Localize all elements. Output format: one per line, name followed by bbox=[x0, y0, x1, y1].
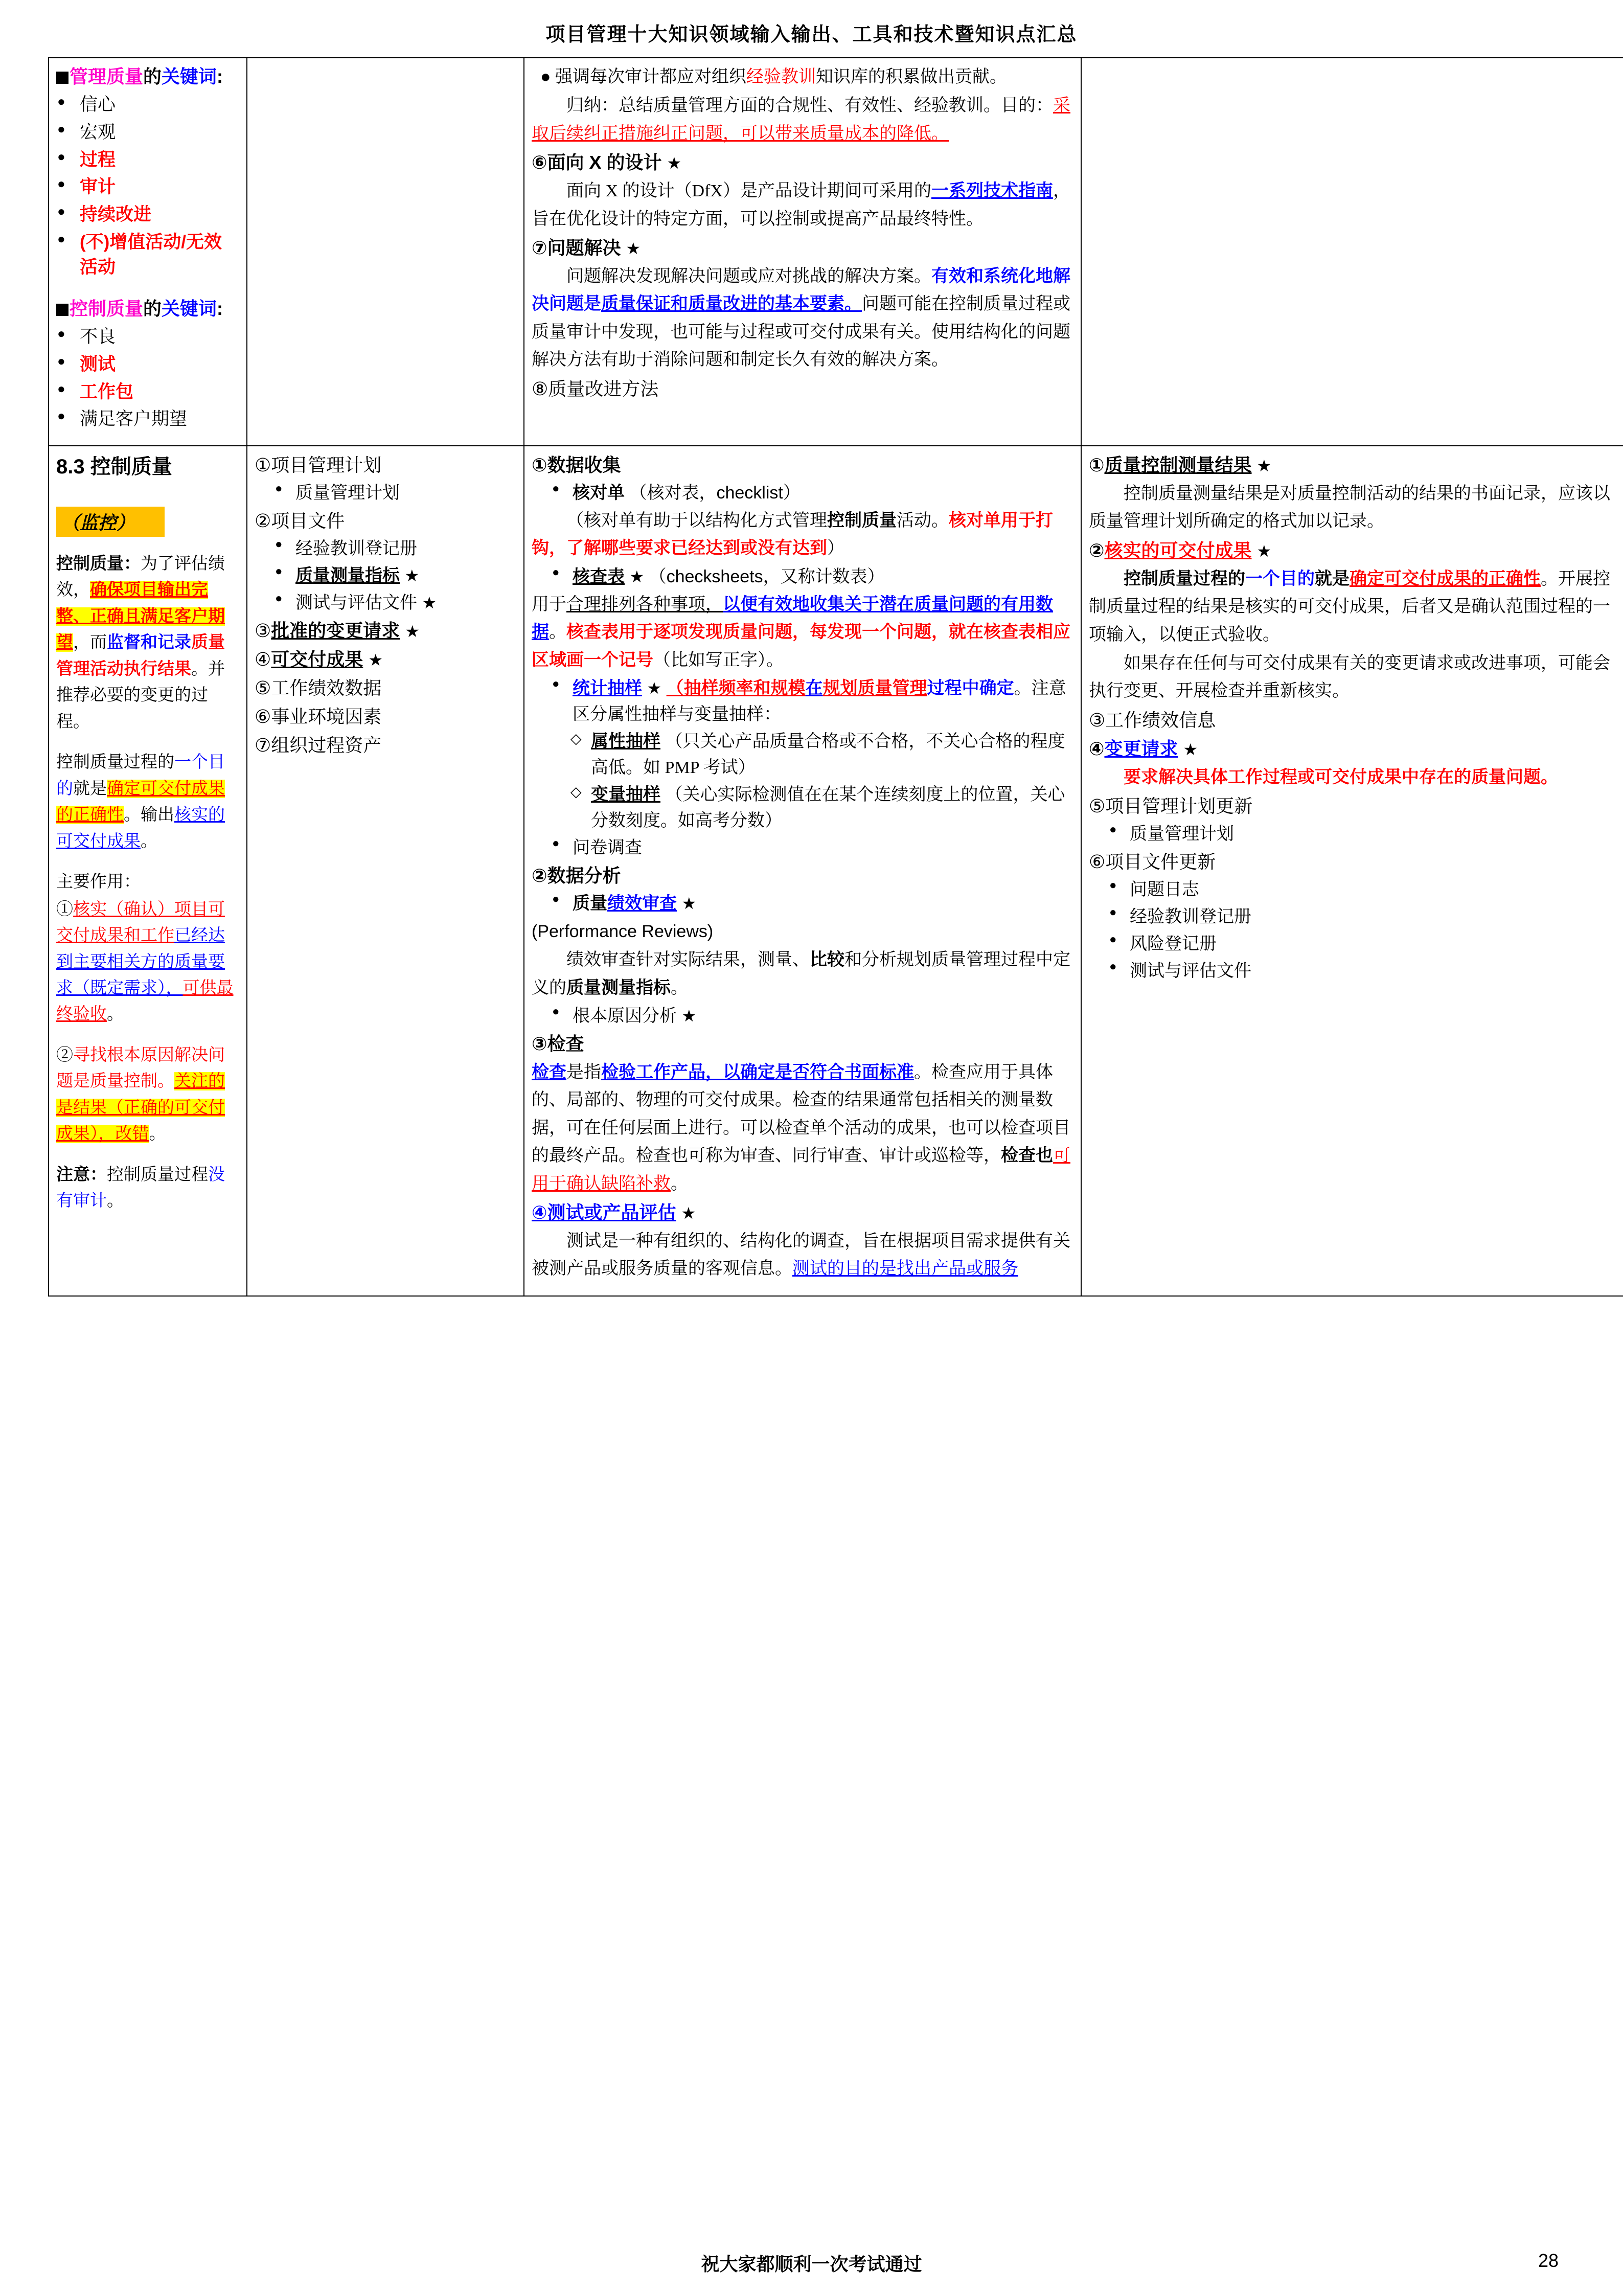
output-sub-label: 风险登记册 bbox=[1130, 934, 1217, 954]
row2-process-cell bbox=[49, 446, 247, 1296]
input-label: 可交付成果 bbox=[271, 648, 363, 670]
output-sub-label: 问题日志 bbox=[1130, 880, 1199, 900]
summary-paragraph bbox=[532, 92, 1073, 148]
output-6-heading bbox=[1089, 848, 1623, 876]
section-7-paragraph bbox=[532, 263, 1073, 374]
control-quality-keywords-title bbox=[56, 295, 239, 322]
output-number: ⑥ bbox=[1089, 851, 1106, 873]
output-2-desc-2: 如果存在任何与可交付成果有关的变更请求或改进事项，可能会执行变更、开展检查并重新核实。 bbox=[1089, 653, 1610, 701]
output-number: ① bbox=[1089, 454, 1105, 475]
roles-label-text: 主要作用： bbox=[56, 873, 141, 892]
list-item bbox=[56, 352, 239, 377]
section-6-paragraph bbox=[532, 177, 1073, 233]
star-icon: ★ bbox=[629, 567, 645, 586]
input-number: ⑤ bbox=[255, 677, 271, 698]
input-sublist bbox=[273, 536, 516, 616]
definition-highlight: 确保项目输出完整、正确且满足客户期望 bbox=[56, 581, 225, 652]
output-title: 质量控制测量结果 bbox=[1104, 454, 1252, 475]
tool-blue-in: 在 bbox=[805, 678, 823, 698]
tool-2-list-2 bbox=[550, 1003, 1073, 1029]
tool-2-english: (Performance Reviews) bbox=[532, 921, 714, 941]
input-label: 批准的变更请求 bbox=[271, 620, 400, 641]
desc-underline: 合理排列各种事项， bbox=[566, 595, 723, 614]
list-item bbox=[56, 324, 239, 350]
keyword-text: 工作包 bbox=[80, 381, 134, 402]
spacer bbox=[56, 1029, 239, 1042]
table-row bbox=[49, 58, 1623, 446]
list-item bbox=[273, 563, 516, 589]
keyword-group-name: 管理质量 bbox=[70, 66, 144, 87]
desc-text-c: 。 bbox=[671, 1174, 688, 1193]
star-icon: ★ bbox=[647, 678, 662, 697]
tool-2-desc bbox=[532, 946, 1073, 1002]
tools-body bbox=[532, 451, 1073, 1283]
input-sub-label: 质量管理计划 bbox=[295, 483, 400, 503]
tool-2-heading: ②数据分析 bbox=[532, 865, 621, 886]
desc-red: 确定可交付成果的正确性 bbox=[1350, 569, 1541, 588]
input-number: ④ bbox=[255, 648, 271, 670]
star-icon: ★ bbox=[681, 894, 697, 913]
keyword-text: 审计 bbox=[80, 177, 116, 197]
tool-label: 核查表 bbox=[573, 566, 625, 586]
input-item bbox=[255, 451, 516, 479]
star-icon: ★ bbox=[681, 1007, 697, 1026]
list-item bbox=[550, 675, 1073, 728]
keyword-text: 宏观 bbox=[80, 122, 116, 142]
tool-red-a: （抽样频率和规模 bbox=[666, 678, 806, 698]
output-sub-label: 质量管理计划 bbox=[1130, 824, 1234, 844]
list-item bbox=[56, 147, 239, 173]
output-sub-label: 经验教训登记册 bbox=[1130, 907, 1251, 927]
audit-bullet-text-b: 知识库的积累做出贡献。 bbox=[816, 67, 1008, 86]
keyword-text: (不)增值活动/无效活动 bbox=[80, 232, 222, 278]
spacer bbox=[56, 482, 239, 507]
list-item bbox=[56, 174, 239, 200]
desc-blue: 测试的目的是找出产品或服务 bbox=[792, 1259, 1018, 1279]
output-title: 项目管理计划更新 bbox=[1105, 795, 1253, 817]
tool-1-b1-desc bbox=[532, 507, 1073, 563]
tool-text: 。注意区分属性抽样与变量抽样： bbox=[573, 678, 1066, 724]
input-item bbox=[255, 732, 516, 759]
page-footer bbox=[0, 2250, 1623, 2274]
role-1-number: ① bbox=[56, 900, 73, 919]
output-1-desc: 控制质量测量结果是对质量控制活动的结果的书面记录，应该以质量管理计划所确定的格式加以记录。 bbox=[1089, 484, 1610, 531]
tool-blue-b: 过程中确定 bbox=[927, 678, 1014, 698]
role-1-red2: 可供最终验收 bbox=[56, 979, 234, 1024]
star-icon: ★ bbox=[422, 593, 437, 612]
output-number: ⑤ bbox=[1089, 795, 1106, 817]
list-item bbox=[1107, 958, 1623, 984]
output-4-heading bbox=[1089, 735, 1623, 763]
note-emphasis: 没有审计 bbox=[56, 1165, 225, 1211]
list-item bbox=[1107, 904, 1623, 930]
input-label: 事业环境因素 bbox=[271, 706, 382, 727]
desc-text-a: 用于 bbox=[532, 595, 566, 614]
output-number: ④ bbox=[1089, 738, 1105, 759]
section-8-heading bbox=[532, 375, 1073, 403]
tool-4-desc bbox=[532, 1227, 1073, 1283]
definition-label: 控制质量： bbox=[56, 553, 141, 573]
spacer bbox=[56, 736, 239, 749]
keyword-text: 持续改进 bbox=[80, 204, 152, 224]
output-2-desc-1 bbox=[1089, 565, 1623, 649]
section-6-heading bbox=[532, 149, 1073, 176]
desc-text-a: （核对单有助于以结构化方式管理 bbox=[566, 511, 827, 530]
output-6-sublist bbox=[1107, 877, 1623, 984]
summary-emphasis: 采取后续纠正措施纠正问题，可以带来质量成本的降低。 bbox=[532, 96, 1070, 143]
role-2-number: ② bbox=[56, 1045, 73, 1064]
tool-1-list-4 bbox=[550, 835, 1073, 861]
tool-label-b: 绩效审查 bbox=[607, 893, 677, 913]
output-2-heading bbox=[1089, 537, 1623, 564]
list-item bbox=[273, 480, 516, 506]
tool-label-paren: （核对表，checklist） bbox=[629, 483, 801, 503]
tool-label: 核对单 bbox=[573, 483, 625, 503]
star-icon: ★ bbox=[404, 566, 420, 585]
control-quality-keyword-list bbox=[56, 324, 239, 432]
list-item bbox=[273, 536, 516, 562]
tool-label-a: 质量 bbox=[573, 893, 607, 913]
section-6-text-a: 面向 X 的设计（DfX）是产品设计期间可采用的 bbox=[566, 181, 931, 201]
manage-quality-keywords-title bbox=[56, 63, 239, 90]
keyword-text: 信心 bbox=[80, 95, 116, 115]
audit-bullet-highlight: 经验教训 bbox=[746, 67, 816, 86]
definition-emphasis-blue: 监督和记录 bbox=[107, 633, 191, 652]
tool-1-b2-desc bbox=[532, 591, 1073, 674]
input-number: ⑥ bbox=[255, 706, 271, 727]
input-label: 组织过程资产 bbox=[271, 734, 382, 756]
list-item bbox=[56, 230, 239, 280]
purpose-text-c: 。输出 bbox=[124, 806, 174, 825]
row1-inputs-cell bbox=[247, 58, 524, 446]
desc-text-b: 活动。 bbox=[897, 511, 949, 530]
desc-blue: 一个目的 bbox=[1245, 569, 1315, 588]
phase-badge-wrap bbox=[56, 507, 239, 537]
sampling-desc: （关心实际检测值在在某个连续刻度上的位置，关心分数刻度。如高考分数） bbox=[591, 785, 1065, 830]
star-icon: ★ bbox=[626, 239, 641, 258]
tool-1-list-3 bbox=[550, 675, 1073, 728]
definition-emphasis-red: 质量管理活动执行结果 bbox=[56, 633, 225, 678]
note-label: 注意： bbox=[56, 1165, 107, 1184]
keyword-text: 测试 bbox=[80, 354, 116, 374]
sampling-desc: （只关心产品质量合格或不合格，不关心合格的程度高低。如 PMP 考试） bbox=[591, 732, 1065, 777]
star-icon: ★ bbox=[1183, 740, 1198, 759]
desc-text-a: 测试是一种有组织的、结构化的调查，旨在根据项目需求提供有关被测产品或服务质量的客观信息。 bbox=[532, 1232, 1070, 1279]
desc-bold: 控制质量 bbox=[827, 511, 897, 530]
desc-bold: 检查也 bbox=[1001, 1146, 1053, 1166]
input-number: ⑦ bbox=[255, 734, 271, 756]
spacer bbox=[56, 282, 239, 295]
desc-text-a: 是指 bbox=[566, 1063, 601, 1082]
keyword-group-colon: : bbox=[217, 66, 223, 87]
input-number: ② bbox=[255, 510, 271, 531]
outputs-body bbox=[1089, 451, 1623, 984]
output-number: ② bbox=[1089, 539, 1105, 561]
knowledge-area-table bbox=[48, 57, 1623, 1297]
row1-outputs-cell bbox=[1081, 58, 1623, 446]
star-icon: ★ bbox=[1256, 541, 1272, 560]
audit-bullet-text-a: 强调每次审计都应对组织 bbox=[555, 67, 747, 86]
input-sub-label: 测试与评估文件 bbox=[295, 593, 417, 612]
list-item bbox=[56, 379, 239, 405]
input-item bbox=[255, 646, 516, 673]
output-1-heading bbox=[1089, 451, 1623, 479]
section-7-title: ⑦问题解决 bbox=[532, 237, 621, 258]
spacer bbox=[56, 856, 239, 869]
output-5-sublist bbox=[1107, 821, 1623, 847]
output-title: 变更请求 bbox=[1104, 738, 1178, 759]
summary-label: 归纳： bbox=[566, 96, 619, 116]
footer-note: 祝大家都顺利一次考试通过 bbox=[701, 2254, 922, 2275]
section-7-heading bbox=[532, 234, 1073, 262]
row1-keywords-cell bbox=[49, 58, 247, 446]
output-4-desc: 要求解决具体工作过程或可交付成果中存在的质量问题。 bbox=[1124, 767, 1558, 787]
input-sub-label: 质量测量指标 bbox=[295, 565, 400, 585]
desc-text-b: 。 bbox=[549, 623, 566, 642]
role-2 bbox=[56, 1042, 239, 1148]
purpose-text-a: 控制质量过程的 bbox=[56, 753, 174, 772]
star-icon: ★ bbox=[681, 1204, 696, 1223]
desc-blue-a: 检查 bbox=[532, 1063, 566, 1082]
list-item bbox=[56, 406, 239, 432]
sampling-list bbox=[568, 729, 1073, 834]
tool-4-title: ④测试或产品评估 bbox=[532, 1202, 676, 1223]
manage-quality-keyword-list bbox=[56, 92, 239, 280]
sampling-label: 属性抽样 bbox=[591, 731, 660, 751]
list-item bbox=[550, 564, 1073, 590]
inputs-list bbox=[255, 451, 516, 759]
star-icon: ★ bbox=[368, 650, 383, 669]
input-sub-label: 经验教训登记册 bbox=[295, 538, 417, 558]
section-7-emphasis-b: 质量保证和质量改进的基本要素。 bbox=[601, 294, 862, 314]
purpose-text-d: 。 bbox=[141, 832, 157, 851]
tool-1-heading: ①数据收集 bbox=[532, 454, 621, 475]
desc-text-b: 就是 bbox=[1315, 569, 1350, 588]
input-item bbox=[255, 674, 516, 702]
tool-label: 根本原因分析 bbox=[573, 1006, 677, 1026]
tool-label-paren: （checksheets，又称计数表） bbox=[649, 566, 885, 586]
output-5-heading bbox=[1089, 792, 1623, 820]
list-item bbox=[1107, 931, 1623, 957]
tool-4-heading bbox=[532, 1199, 1073, 1226]
section-7-text-b: 问题可能在控制质量过程或质量审计中发现，也可能与过程或可交付成果有关。使用结构化的问题解决方法有助于消除问题和制定长久有效的解决方案。 bbox=[532, 294, 1070, 370]
definition-text-c: 。并推荐必要的变更的过程。 bbox=[56, 660, 225, 731]
purpose-paragraph bbox=[56, 749, 239, 855]
tool-1-list bbox=[550, 480, 1073, 506]
desc-bold-a: 比较 bbox=[810, 950, 844, 970]
keyword-group-particle: 的 bbox=[143, 66, 162, 87]
list-item bbox=[56, 202, 239, 228]
keyword-group-name: 控制质量 bbox=[70, 298, 144, 319]
summary-text: 总结质量管理方面的合规性、有效性、经验教训。目的： bbox=[619, 96, 1053, 116]
row2-tools-cell bbox=[524, 446, 1081, 1296]
purpose-highlight: 确定可交付成果的正确性 bbox=[56, 779, 225, 825]
input-label: 项目文件 bbox=[271, 510, 345, 531]
definition-text-a: 为了评估绩效， bbox=[56, 554, 225, 600]
desc-text-c: ） bbox=[827, 539, 844, 558]
role-2-red: 寻找根本原因解决问题是质量控制。 bbox=[56, 1045, 225, 1091]
list-item bbox=[550, 835, 1073, 861]
section-6-text-b: ，旨在优化设计的特定方面，可以控制或提高产品最终特性。 bbox=[532, 181, 1070, 229]
note-end: 。 bbox=[107, 1192, 124, 1211]
purpose-emphasis-b: 核实的可交付成果 bbox=[56, 806, 225, 851]
spacer bbox=[56, 1149, 239, 1162]
list-item bbox=[273, 590, 516, 616]
page-number: 28 bbox=[1538, 2250, 1559, 2271]
desc-blue: 以便有效地收集关于潜在质量问题的有用数据 bbox=[532, 595, 1053, 642]
role-2-end: 。 bbox=[149, 1125, 166, 1144]
section-6-emphasis: 一系列技术指南 bbox=[931, 181, 1053, 201]
spacer bbox=[56, 537, 239, 550]
keyword-text: 过程 bbox=[80, 149, 116, 170]
desc-text-c: 。开展控制质量过程的结果是核实的可交付成果，后者又是确认范围过程的一项输入，以便正式验收。 bbox=[1089, 569, 1610, 644]
row2-inputs-cell bbox=[247, 446, 524, 1296]
role-2-highlight: 关注的是结果（正确的可交付成果），改错 bbox=[56, 1072, 225, 1144]
page-title: 项目管理十大知识领域输入输出、工具和技术暨知识点汇总 bbox=[545, 24, 1078, 46]
desc-text-a: 控制质量过程的 bbox=[1124, 569, 1245, 588]
role-1-blue: 已经达到主要相关方的质量要求（既定需求）， bbox=[56, 926, 225, 997]
list-item bbox=[1107, 821, 1623, 847]
list-item bbox=[568, 729, 1073, 781]
desc-bold-b: 质量测量指标 bbox=[566, 978, 671, 997]
keyword-group-suffix: 关键词 bbox=[162, 298, 217, 319]
section-7-emphasis-a: 有效和系统化地解决问题是 bbox=[532, 266, 1070, 314]
tool-3-desc bbox=[532, 1059, 1073, 1198]
table-row bbox=[49, 446, 1623, 1296]
role-1-red: 核实（确认）项目可交付成果和工作 bbox=[56, 900, 225, 945]
desc-red: 核对单用于打钩，了解哪些要求已经达到或没有达到 bbox=[532, 511, 1053, 558]
output-3-heading bbox=[1089, 707, 1623, 734]
list-item bbox=[568, 782, 1073, 834]
desc-text-c: （比如写正字）。 bbox=[653, 650, 784, 670]
row1-tools-cell bbox=[524, 58, 1081, 446]
tool-label: 统计抽样 bbox=[573, 678, 642, 698]
role-1-end: 。 bbox=[107, 1005, 124, 1024]
audit-bullet: ● 强调每次审计都应对组织经验教训知识库的积累做出贡献。 bbox=[532, 67, 1008, 86]
output-number: ③ bbox=[1089, 709, 1106, 731]
purpose-text-b: 就是 bbox=[73, 779, 107, 798]
desc-text-c: 。 bbox=[671, 978, 688, 997]
purpose-emphasis-a: 一个目的 bbox=[56, 753, 225, 798]
star-icon: ★ bbox=[1256, 456, 1272, 475]
input-item bbox=[255, 507, 516, 535]
input-item bbox=[255, 617, 516, 645]
desc-text-a: 绩效审查针对实际结果，测量、 bbox=[566, 950, 810, 970]
output-sub-label: 测试与评估文件 bbox=[1130, 961, 1251, 981]
list-item bbox=[1107, 877, 1623, 903]
roles-label bbox=[56, 869, 239, 895]
status-badge: （监控） bbox=[56, 507, 165, 537]
role-1 bbox=[56, 897, 239, 1028]
keyword-text: 不良 bbox=[80, 327, 116, 347]
output-title: 项目文件更新 bbox=[1105, 851, 1216, 873]
output-title: 核实的可交付成果 bbox=[1104, 539, 1252, 561]
tool-red-b: 规划质量管理 bbox=[822, 678, 927, 698]
star-icon: ★ bbox=[405, 622, 420, 641]
tool-1-list-2 bbox=[550, 564, 1073, 590]
tool-2-list bbox=[550, 891, 1073, 917]
note-paragraph bbox=[56, 1162, 239, 1215]
desc-red: 可用于确认缺陷补救 bbox=[532, 1146, 1070, 1193]
input-sublist bbox=[273, 480, 516, 506]
section-6-title: ⑥面向 X 的设计 bbox=[532, 152, 662, 173]
section-8-title: ⑧质量改进方法 bbox=[532, 378, 659, 399]
input-label: 项目管理计划 bbox=[271, 454, 382, 475]
list-item bbox=[550, 1003, 1073, 1029]
definition-text-b: ，而 bbox=[73, 633, 107, 652]
sampling-label: 变量抽样 bbox=[591, 784, 660, 804]
tool-3-heading: ③检查 bbox=[532, 1033, 584, 1055]
square-bullet-icon bbox=[56, 72, 68, 84]
row2-outputs-cell bbox=[1081, 446, 1623, 1296]
keyword-group-colon: : bbox=[217, 298, 223, 319]
desc-blue-b: 检验工作产品，以确定是否符合书面标准 bbox=[601, 1063, 914, 1082]
note-text: 控制质量过程 bbox=[107, 1165, 208, 1184]
list-item bbox=[56, 92, 239, 118]
input-item bbox=[255, 703, 516, 731]
desc-text-b: 。检查应用于具体的、局部的、物理的可交付成果。检查的结果通常包括相关的测量数据，可在任何层面上进行。可以检查单个活动的成果，也可以检查项目的最终产品。检查也可称为审查、同行审查、审计或巡检等， bbox=[532, 1063, 1070, 1166]
input-label: 工作绩效数据 bbox=[271, 677, 382, 698]
section-7-text-a: 问题解决发现解决问题或应对挑战的解决方案。 bbox=[566, 266, 931, 286]
process-code: 8.3 控制质量 bbox=[56, 455, 172, 478]
keyword-group-particle: 的 bbox=[143, 298, 162, 319]
definition-paragraph bbox=[56, 550, 239, 735]
square-bullet-icon bbox=[56, 304, 68, 316]
keyword-text: 满足客户期望 bbox=[80, 409, 188, 429]
tool-label: 问卷调查 bbox=[573, 837, 642, 857]
input-number: ① bbox=[255, 454, 271, 475]
star-icon: ★ bbox=[667, 154, 682, 173]
row1-tools-body bbox=[532, 63, 1073, 403]
list-item bbox=[550, 480, 1073, 506]
output-title: 工作绩效信息 bbox=[1105, 709, 1216, 731]
list-item bbox=[56, 120, 239, 145]
list-item bbox=[550, 891, 1073, 917]
input-number: ③ bbox=[255, 620, 271, 641]
desc-red: 核查表用于逐项发现质量问题，每发现一个问题，就在核查表相应区域画一个记号 bbox=[532, 623, 1070, 670]
desc-text-b: 和分析规划质量管理过程中定义的 bbox=[532, 950, 1070, 997]
keyword-group-suffix: 关键词 bbox=[162, 66, 217, 87]
